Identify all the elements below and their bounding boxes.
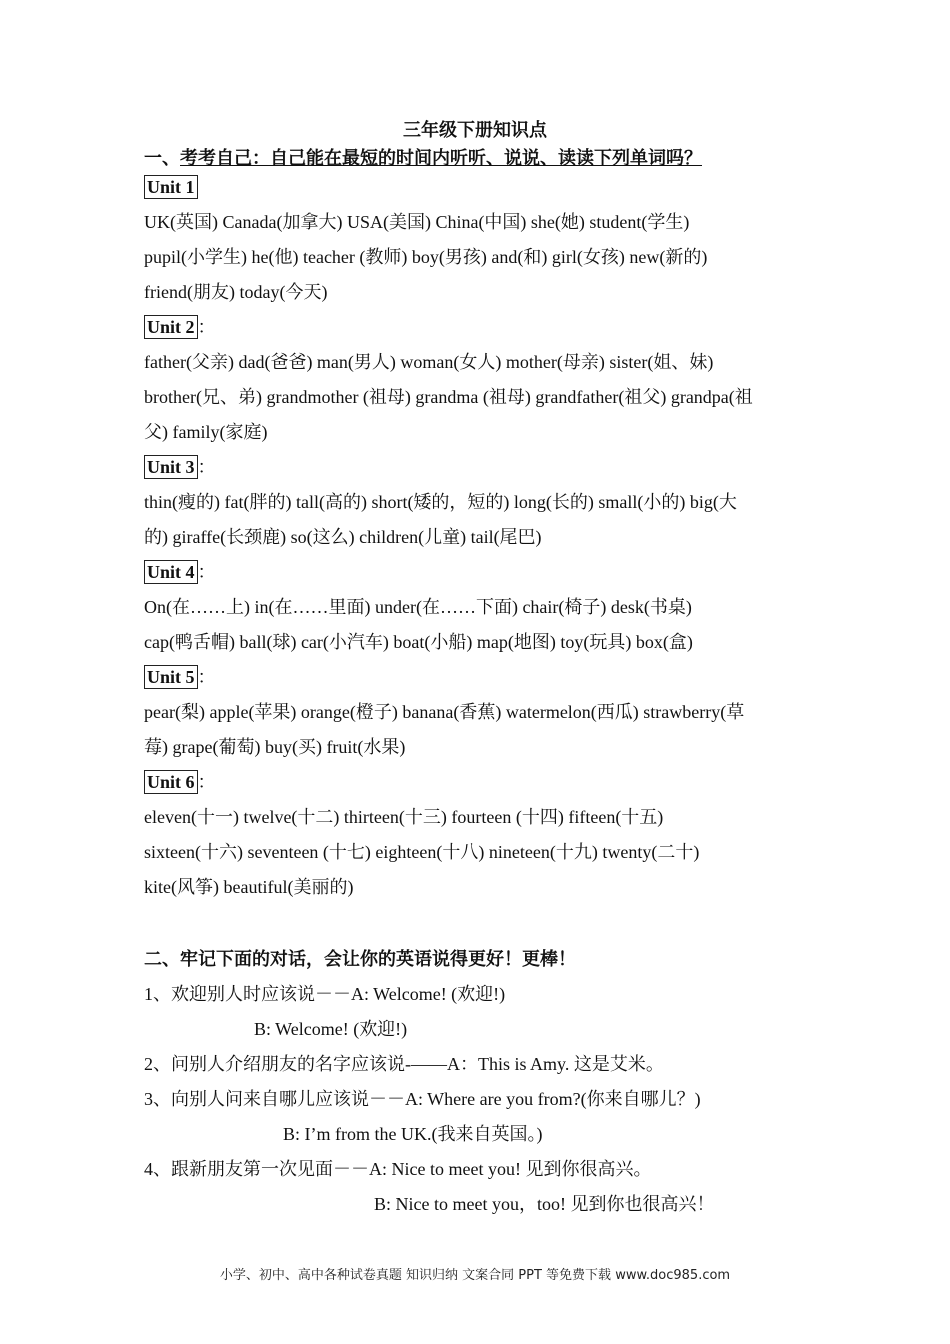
vocab-line: brother(兄、弟) grandmother (祖母) grandma (祖母) grandfather(祖父) grandpa(祖 [144, 387, 753, 407]
unit-label: Unit 6 [144, 770, 198, 794]
vocab-line: pupil(小学生) he(他) teacher (教师) boy(男孩) and(和) girl(女孩) new(新的) [144, 247, 708, 267]
dialogue-line: B: Nice to meet you，too! 见到你也很高兴！ [374, 1194, 715, 1214]
vocab-line: UK(英国) Canada(加拿大) USA(美国) China(中国) she(她) student(学生) [144, 212, 690, 232]
dialogue-line: 1、欢迎别人时应该说－－A: Welcome! (欢迎!) [144, 984, 506, 1004]
unit-5-heading: Unit 5 ： [144, 660, 814, 695]
vocab-line: On(在……上) in(在……里面) under(在……下面) chair(椅子) desk(书桌) [144, 597, 692, 617]
unit-1-heading [144, 170, 814, 205]
section2-heading: 二、牢记下面的对话，会让你的英语说得更好！更棒！ [144, 949, 576, 969]
dialogue-section [144, 942, 814, 1222]
vocab-line: sixteen(十六) seventeen (十七) eighteen(十八) nineteen(十九) twenty(二十) [144, 842, 700, 862]
vocab-line: 父) family(家庭) [144, 422, 268, 442]
unit-label: Unit 3 [144, 455, 198, 479]
vocab-line: 莓) grape(葡萄) buy(买) fruit(水果) [144, 737, 406, 757]
footer-text: 小学、初中、高中各种试卷真题 知识归纳 文案合同 PPT 等免费下载 www.doc985.com [219, 1268, 731, 1283]
unit-4-heading: Unit 4 ： [144, 555, 814, 590]
page-title: 三年级下册知识点 [403, 120, 547, 140]
vocab-line: eleven(十一) twelve(十二) thirteen(十三) fourteen (十四) fifteen(十五) [144, 807, 664, 827]
vocab-line: cap(鸭舌帽) ball(球) car(小汽车) boat(小船) map(地图) toy(玩具) box(盒) [144, 632, 693, 652]
unit-2-heading: Unit 2 ： [144, 310, 814, 345]
vocab-line: kite(风筝) beautiful(美丽的) [144, 877, 354, 897]
dialogue-line: B: I’m from the UK.(我来自英国。) [283, 1124, 543, 1144]
dialogue-line: 4、跟新朋友第一次见面－－A: Nice to meet you! 见到你很高兴。 [144, 1159, 652, 1179]
vocab-line: father(父亲) dad(爸爸) man(男人) woman(女人) mother(母亲) sister(姐、妹) [144, 352, 714, 372]
vocabulary-units [144, 170, 814, 905]
unit-3-heading: Unit 3 ： [144, 450, 814, 485]
unit-label: Unit 5 [144, 665, 198, 689]
dialogue-line: 3、向别人问来自哪儿应该说－－A: Where are you from?(你来自哪儿？) [144, 1089, 701, 1109]
vocab-line: pear(梨) apple(苹果) orange(橙子) banana(香蕉) watermelon(西瓜) strawberry(草 [144, 702, 745, 722]
section1-heading [144, 144, 702, 170]
unit-6-heading: Unit 6 ： [144, 765, 814, 800]
unit-label: Unit 2 [144, 315, 198, 339]
dialogue-line: 2、问别人介绍朋友的名字应该说-——A：This is Amy. 这是艾米。 [144, 1054, 664, 1074]
dialogue-line: B: Welcome! (欢迎!) [254, 1019, 408, 1039]
section1-heading-text: 考考自己：自己能在最短的时间内听听、说说、读读下列单词吗？ [180, 148, 702, 168]
vocab-line: friend(朋友) today(今天) [144, 282, 328, 302]
vocab-line: thin(瘦的) fat(胖的) tall(高的) short(矮的，短的) long(长的) small(小的) big(大 [144, 492, 737, 512]
vocab-line: 的) giraffe(长颈鹿) so(这么) children(儿童) tail(尾巴) [144, 527, 542, 547]
section1-prefix: 一、 [144, 148, 180, 168]
unit-label: Unit 1 [144, 175, 198, 199]
unit-label: Unit 4 [144, 560, 198, 584]
